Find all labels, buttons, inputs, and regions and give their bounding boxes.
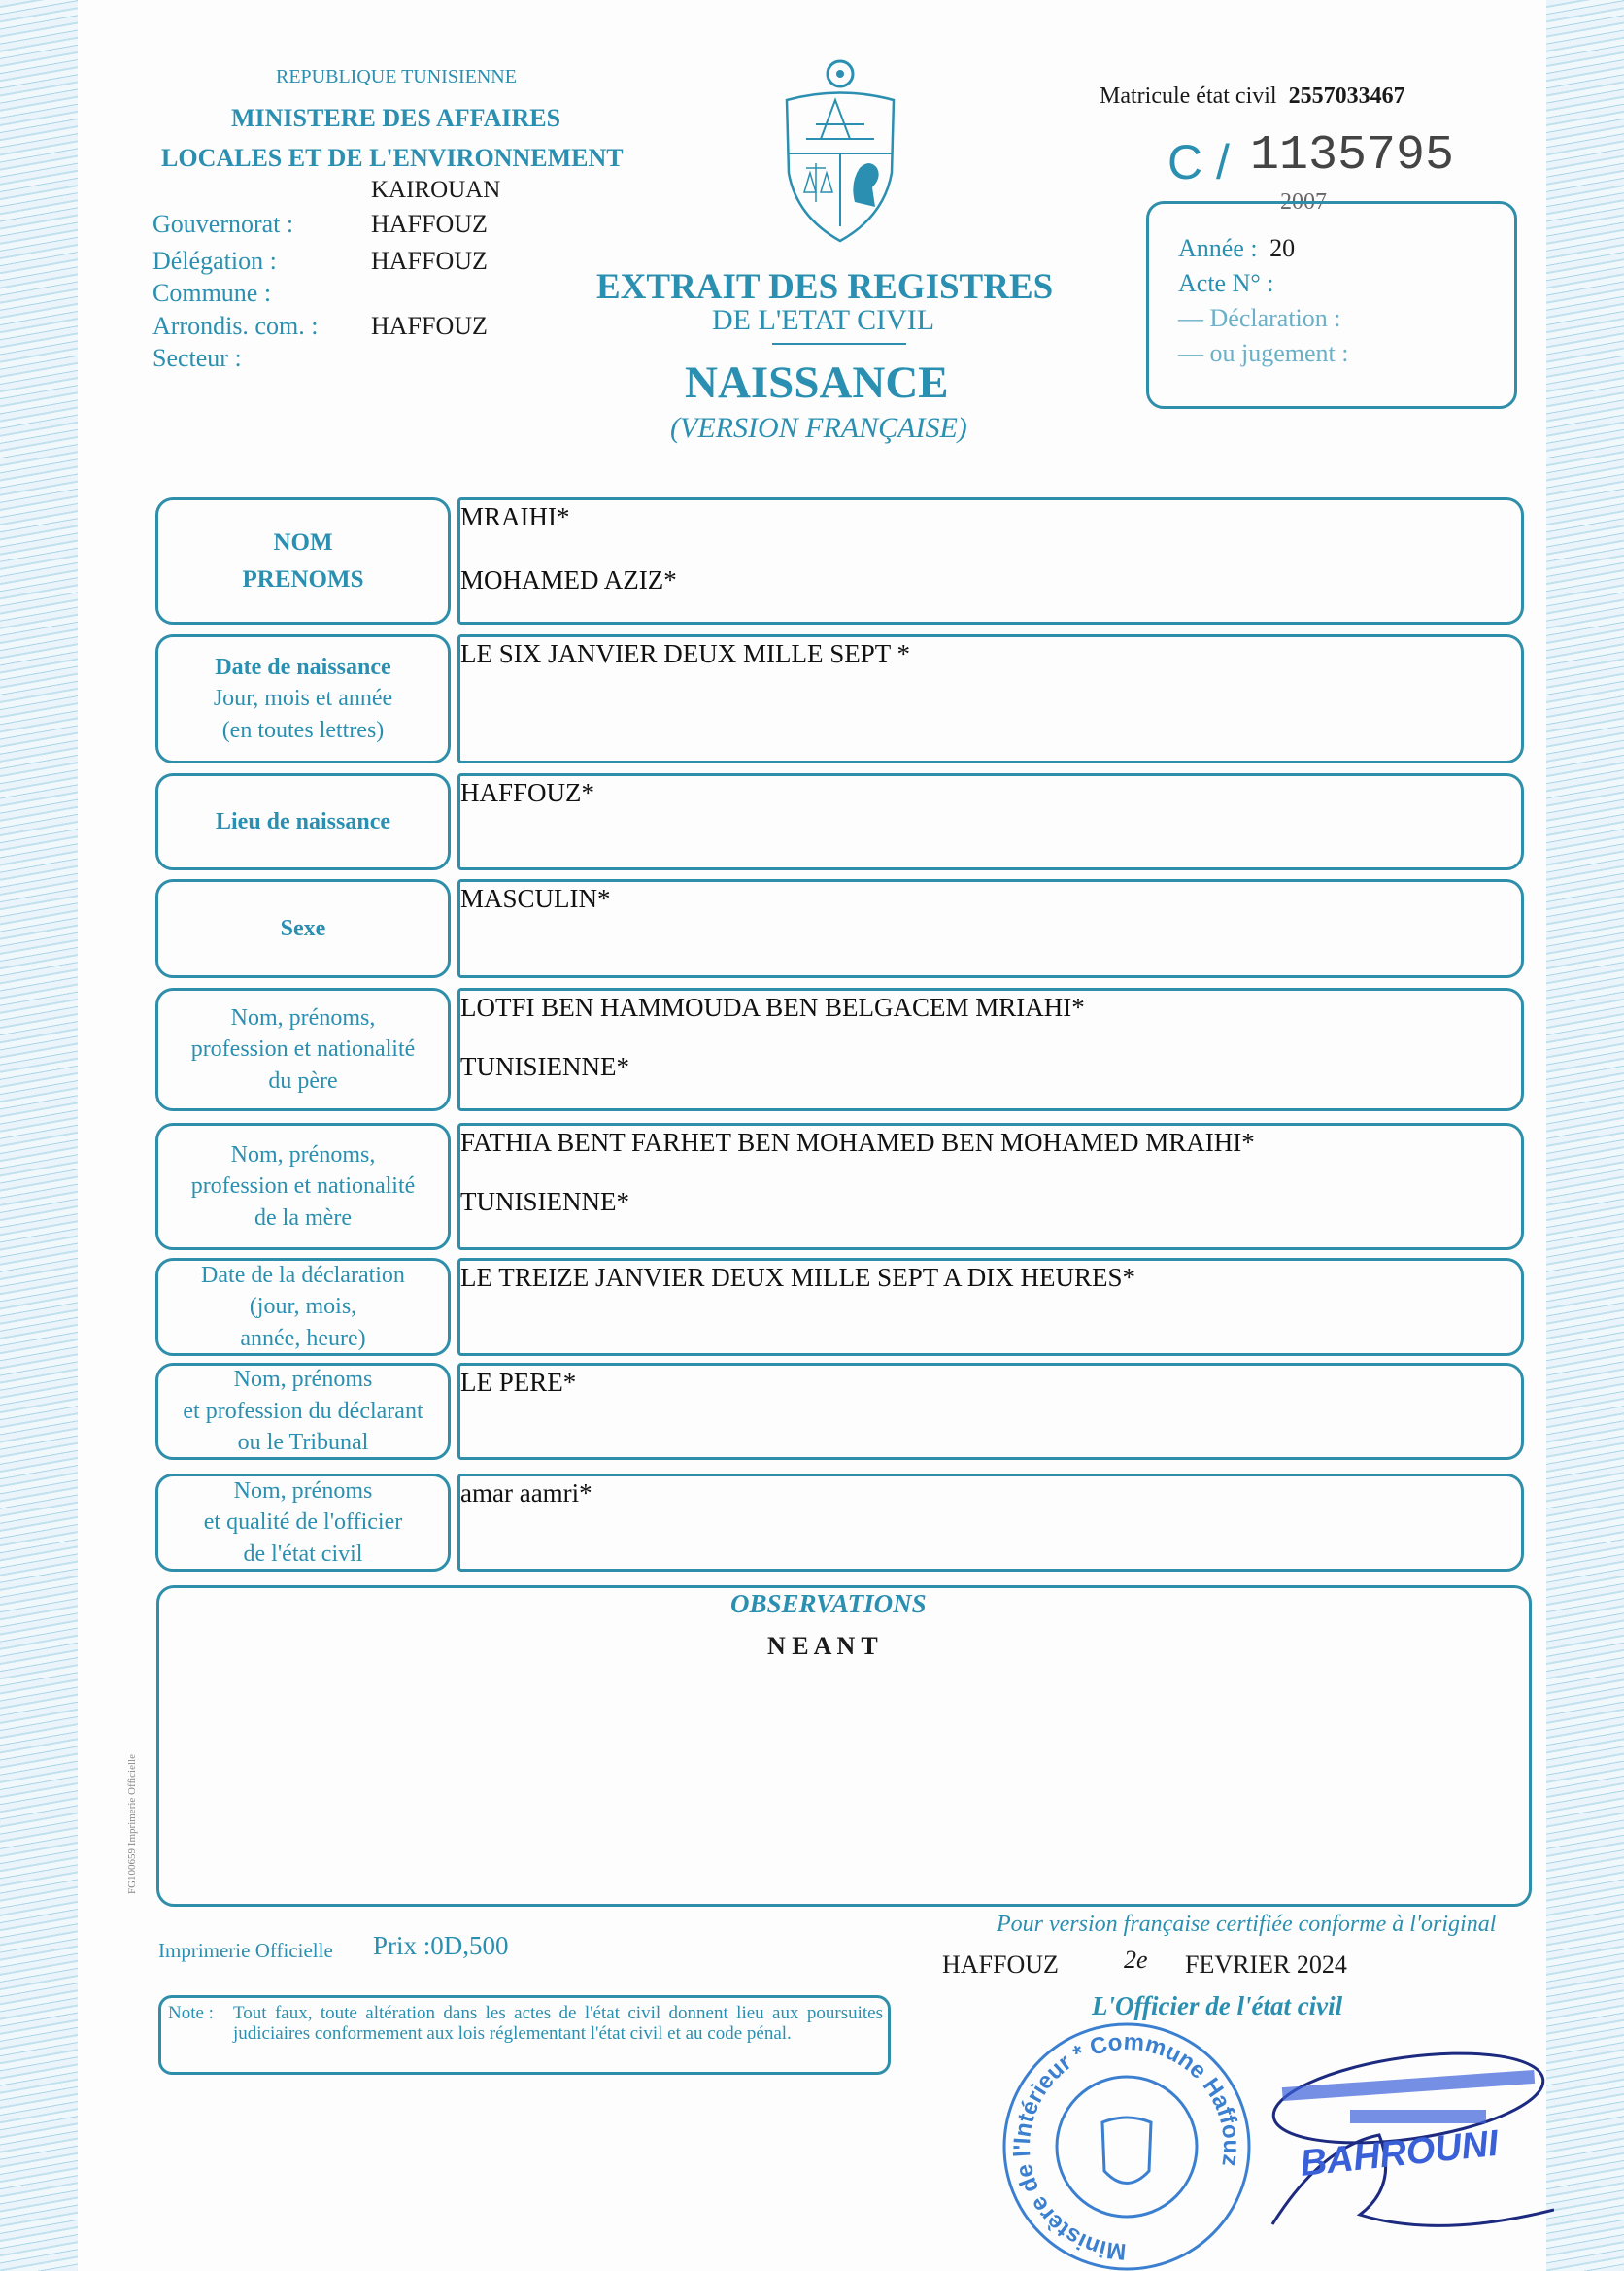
- security-border-right: [1546, 0, 1624, 2271]
- field-label: Arrondis. com. :: [152, 311, 319, 340]
- security-border-left: [0, 0, 78, 2271]
- republic-heading: REPUBLIQUE TUNISIENNE: [276, 66, 517, 87]
- issue-place: HAFFOUZ: [942, 1950, 1059, 1979]
- year-print: 2007: [1280, 189, 1327, 215]
- row-value: amar aamri*: [460, 1478, 592, 1508]
- row-value: TUNISIENNE*: [460, 1187, 629, 1216]
- field-value: HAFFOUZ: [371, 311, 488, 340]
- row-value: MOHAMED AZIZ*: [460, 565, 677, 594]
- printer-label: Imprimerie Officielle: [158, 1939, 333, 1962]
- row-value-box: [457, 1123, 1524, 1250]
- certified-text: Pour version française certifiée conforme à l'original: [997, 1912, 1497, 1937]
- row-value: LOTFI BEN HAMMOUDA BEN BELGACEM MRIAHI*: [460, 993, 1085, 1022]
- annee-value: 20: [1269, 234, 1296, 262]
- field-value: HAFFOUZ: [371, 246, 488, 275]
- title-line-1: EXTRAIT DES REGISTRES: [596, 267, 1054, 307]
- svg-text:Ministère de l'Intérieur * Com: [1009, 2029, 1244, 2265]
- field-label: Gouvernorat :: [152, 210, 294, 238]
- row-label-line: profession et nationalité: [190, 1036, 416, 1063]
- row-label-line: de la mère: [254, 1204, 352, 1231]
- row-label-line: Nom, prénoms,: [230, 1004, 376, 1031]
- row-value-box: [457, 1258, 1524, 1356]
- jugement-label: — ou jugement :: [1178, 339, 1349, 367]
- row-value: MASCULIN*: [460, 884, 611, 913]
- row-value: LE SIX JANVIER DEUX MILLE SEPT *: [460, 639, 910, 668]
- row-label-line: Lieu de naissance: [215, 808, 391, 834]
- officer-title: L'Officier de l'état civil: [1092, 1991, 1343, 2020]
- row-label-line: Jour, mois et année: [213, 686, 393, 712]
- row-label-line: du père: [268, 1068, 338, 1094]
- observations-label: OBSERVATIONS: [730, 1589, 927, 1618]
- row-label-line: Nom, prénoms: [233, 1477, 373, 1504]
- row-label-line: année, heure): [240, 1325, 366, 1351]
- issue-month-year: FEVRIER 2024: [1185, 1950, 1347, 1979]
- matricule-label: Matricule état civil: [1100, 84, 1277, 109]
- row-value: HAFFOUZ*: [460, 778, 595, 807]
- row-label-box: [155, 497, 451, 625]
- admin-fields: [152, 208, 488, 375]
- row-label-box: [155, 988, 451, 1111]
- row-value-box: [457, 879, 1524, 978]
- row-label-line: profession et nationalité: [190, 1173, 416, 1200]
- gouvernorat-overprint: KAIROUAN: [371, 177, 501, 203]
- row-label-box: [155, 634, 451, 763]
- stamp-text: Ministère de l'Intérieur * Commune Haffouz: [1009, 2028, 1245, 2265]
- official-stamp-icon: [1000, 2022, 1255, 2271]
- row-value: LE PERE*: [460, 1368, 577, 1397]
- note-label: Note :: [168, 2003, 214, 2023]
- note-text: Tout faux, toute altération dans les actes de l'état civil donnent lieu aux poursuites judiciaires conformement aux lois réglementant l'état civil et au code pénal.: [233, 2003, 883, 2044]
- side-print: FG100659 Imprimerie Officielle: [126, 1754, 138, 1894]
- price: Prix :0D,500: [373, 1931, 509, 1960]
- field-label: Délégation :: [152, 246, 277, 275]
- row-label-box: [155, 879, 451, 978]
- row-label-line: ou le Tribunal: [237, 1430, 369, 1456]
- row-label-box: [155, 1363, 451, 1460]
- ministry-heading-2: LOCALES ET DE L'ENVIRONNEMENT: [161, 144, 624, 172]
- row-label-line: Nom, prénoms: [233, 1367, 373, 1393]
- field-label: Secteur :: [152, 344, 242, 372]
- row-label-box: [155, 1123, 451, 1250]
- row-label-line: Nom, prénoms,: [230, 1141, 376, 1168]
- matricule-value: 2557033467: [1288, 84, 1405, 109]
- serial-prefix: C /: [1167, 135, 1230, 189]
- acte-label: Acte N° :: [1178, 269, 1274, 297]
- title-line-2: DE L'ETAT CIVIL: [712, 304, 935, 336]
- row-label-line: et profession du déclarant: [183, 1398, 423, 1424]
- row-value-box: [457, 988, 1524, 1111]
- row-value: TUNISIENNE*: [460, 1052, 629, 1081]
- row-value-box: [457, 773, 1524, 870]
- row-value-box: [457, 1363, 1524, 1460]
- ministry-heading-1: MINISTERE DES AFFAIRES: [231, 104, 561, 132]
- row-value-box: [457, 497, 1524, 625]
- row-label-line: (en toutes lettres): [221, 717, 385, 743]
- signature-icon: [1263, 2030, 1554, 2263]
- row-value: FATHIA BENT FARHET BEN MOHAMED BEN MOHAMED MRAIHI*: [460, 1128, 1255, 1157]
- row-label-box: [155, 773, 451, 870]
- title-divider: [772, 343, 906, 345]
- row-label-line: et qualité de l'officier: [203, 1509, 403, 1536]
- declaration-label: — Déclaration :: [1178, 304, 1341, 332]
- title-main: NAISSANCE: [685, 357, 949, 408]
- signature-name: BAHROUNI: [1298, 2122, 1501, 2185]
- coat-of-arms-icon: [777, 56, 903, 246]
- field-value: HAFFOUZ: [371, 210, 488, 238]
- row-label-line: Sexe: [280, 915, 326, 941]
- row-label-box: [155, 1258, 451, 1356]
- issue-day: 2e: [1124, 1946, 1148, 1974]
- row-label-line: PRENOMS: [242, 565, 364, 593]
- row-value-box: [457, 634, 1524, 763]
- serial-number: 1135795: [1250, 128, 1455, 184]
- field-label: Commune :: [152, 279, 272, 307]
- observations-value: N E A N T: [767, 1632, 878, 1660]
- row-label-line: Date de naissance: [215, 654, 391, 680]
- row-label-box: [155, 1474, 451, 1572]
- row-label-line: NOM: [273, 528, 333, 556]
- annee-label: Année :: [1178, 234, 1258, 262]
- row-value: MRAIHI*: [460, 502, 570, 531]
- row-label-line: (jour, mois,: [249, 1294, 357, 1320]
- row-value-box: [457, 1474, 1524, 1572]
- row-label-line: Date de la déclaration: [201, 1262, 405, 1288]
- row-value: LE TREIZE JANVIER DEUX MILLE SEPT A DIX HEURES*: [460, 1263, 1135, 1292]
- title-sub: (VERSION FRANÇAISE): [670, 412, 967, 444]
- row-label-line: de l'état civil: [243, 1541, 363, 1567]
